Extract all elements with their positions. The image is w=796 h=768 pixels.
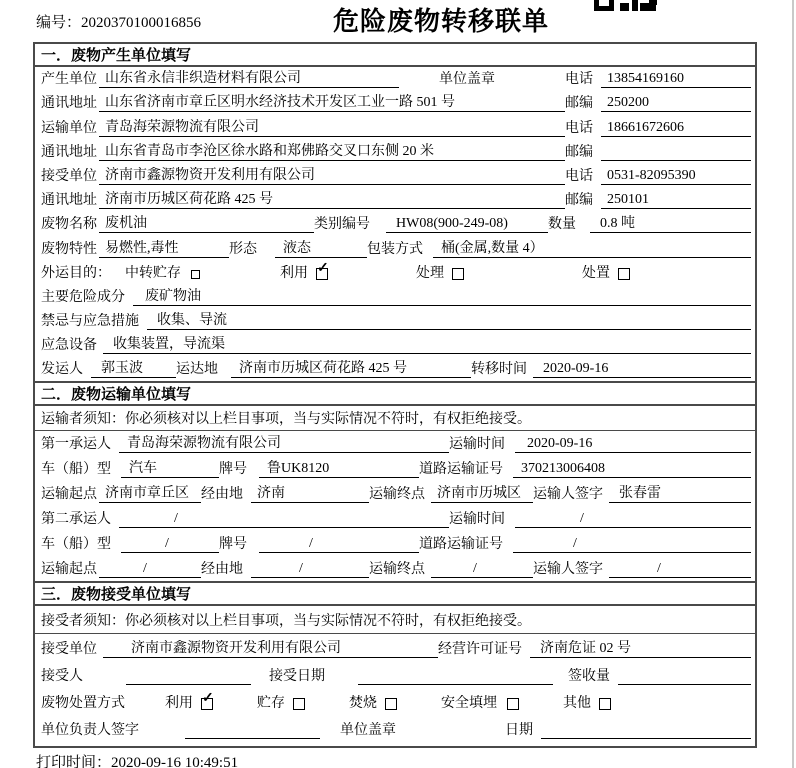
field-label: 电话 <box>565 120 593 136</box>
field-label: 第一承运人 <box>41 437 111 453</box>
section-1 <box>35 44 755 381</box>
value-waste-name: 废机油 <box>99 215 314 233</box>
value-vehicle-type-1: 汽车 <box>121 460 219 478</box>
form-row <box>35 531 755 556</box>
field-label: 日期 <box>505 723 533 739</box>
value-receiver-zip: 250101 <box>601 191 751 209</box>
field-label: 牌号 <box>219 537 247 553</box>
field-label: 运输时间 <box>449 437 505 453</box>
form-row <box>35 188 755 212</box>
field-label: 道路运输证号 <box>419 462 503 478</box>
value-vehicle-type-2: / <box>121 535 219 553</box>
field-label: 邮编 <box>565 144 593 160</box>
serial-value: 2020370100016856 <box>81 15 202 31</box>
field-label: 运输终点 <box>369 487 425 503</box>
form-row <box>35 140 755 164</box>
value-transporter-unit: 青岛海荣源物流有限公司 <box>99 119 565 137</box>
value-endpoint-1: 济南市历城区 <box>431 485 533 503</box>
value-waste-quantity: 0.8 吨 <box>590 215 751 233</box>
label-unit-seal-3: 单位盖章 <box>340 723 396 739</box>
value-packing-method: 桶(金属,数量 4） <box>433 240 751 258</box>
value-second-carrier: / <box>119 510 449 528</box>
form-row <box>35 357 755 381</box>
value-waste-form: 液态 <box>275 240 367 258</box>
field-label: 运输终点 <box>369 562 425 578</box>
section-note: 运输者须知：你必须核对以上栏目事项，当与实际情况不符时，有权拒绝接受。 <box>35 406 755 431</box>
print-time-label: 打印时间： <box>36 755 112 768</box>
value-transporter-sign-2: / <box>609 560 751 578</box>
field-label: 运输起点 <box>41 562 97 578</box>
qr-block <box>620 3 629 11</box>
section-title: 一．废物产生单位填写 <box>35 44 755 67</box>
value-plate-number-1: 鲁UK8120 <box>259 460 419 478</box>
field-label: 包装方式 <box>367 241 423 257</box>
check-mark: ✓ <box>202 691 214 707</box>
section-title: 三．废物接受单位填写 <box>35 583 755 606</box>
field-label: 经营许可证号 <box>438 642 522 658</box>
value-main-hazard: 废矿物油 <box>133 288 751 306</box>
field-label: 运输人签字 <box>533 562 603 578</box>
value-transporter-address: 山东省青岛市李沧区徐水路和郑佛路交叉口东侧 20 米 <box>99 143 565 161</box>
field-label: 接受日期 <box>269 669 325 685</box>
value-via-1: 济南 <box>251 485 369 503</box>
field-label: 道路运输证号 <box>419 537 503 553</box>
value-producer-zip: 250200 <box>601 94 751 112</box>
field-label: 焚烧 <box>349 696 377 712</box>
value-transport-date-2: / <box>515 510 751 528</box>
checkbox-dispose-utilize <box>201 691 214 710</box>
field-label: 利用 <box>165 696 193 712</box>
value-consignor: 郭玉波 <box>91 360 176 378</box>
field-label: 安全填埋 <box>441 696 497 712</box>
qr-block <box>632 0 638 11</box>
form-row <box>35 115 755 139</box>
form-row <box>35 261 755 285</box>
field-label: 接受单位 <box>41 642 97 658</box>
field-label: 接受单位 <box>41 168 97 184</box>
value-origin-2: / <box>99 560 201 578</box>
form-row <box>35 91 755 115</box>
field-label: 废物特性 <box>41 241 97 257</box>
field-label: 处置 <box>582 265 610 281</box>
form-row <box>35 67 755 91</box>
field-label: 第二承运人 <box>41 512 111 528</box>
field-label: 运输时间 <box>449 512 505 528</box>
value-endpoint-2: / <box>431 560 533 578</box>
field-label: 处理 <box>416 265 444 281</box>
field-label: 废物处置方式 <box>41 696 125 712</box>
form-row <box>35 715 755 742</box>
form-row <box>35 309 755 333</box>
manifest-table <box>33 42 757 748</box>
form-row <box>35 481 755 506</box>
field-label: 运达地 <box>176 362 218 378</box>
field-label: 通讯地址 <box>41 193 97 209</box>
form-row <box>35 236 755 260</box>
value-receive-date <box>358 684 553 685</box>
checkbox-transfer-storage <box>191 270 200 279</box>
value-license-number: 济南危证 02 号 <box>530 640 751 658</box>
value-responsible-sign <box>185 738 320 739</box>
value-via-2: / <box>251 560 369 578</box>
value-emergency-equipment: 收集装置，导流渠 <box>103 336 751 354</box>
form-row <box>35 333 755 357</box>
value-receiver-address: 济南市历城区荷花路 425 号 <box>99 191 565 209</box>
field-label: 中转贮存 <box>125 265 181 281</box>
form-row <box>35 285 755 309</box>
value-transport-date-1: 2020-09-16 <box>515 435 751 453</box>
form-row <box>35 661 755 688</box>
checkbox-utilize <box>316 260 329 280</box>
page-title: 危险废物转移联单 <box>333 7 550 36</box>
checkbox-dispose-other <box>599 698 611 710</box>
field-label: 电话 <box>565 168 593 184</box>
field-label: 形态 <box>229 241 257 257</box>
qr-block <box>599 0 609 6</box>
label-outbound-purpose: 外运目的： <box>41 265 111 281</box>
field-label: 单位负责人签字 <box>41 723 139 739</box>
value-plate-number-2: / <box>259 535 419 553</box>
checkbox-dispose-landfill <box>507 698 519 710</box>
value-transporter-sign-1: 张春雷 <box>609 485 751 503</box>
checkbox-dispose-storage <box>293 698 305 710</box>
field-label: 应急设备 <box>41 338 97 354</box>
form-row <box>35 556 755 581</box>
value-destination: 济南市历城区荷花路 425 号 <box>231 360 471 378</box>
value-received-amount <box>618 684 751 685</box>
value-transporter-zip <box>601 160 751 161</box>
field-label: 类别编号 <box>314 217 370 233</box>
value-producer-address: 山东省济南市章丘区明水经济技术开发区工业一路 501 号 <box>99 94 565 112</box>
value-transporter-phone: 18661672606 <box>601 119 751 137</box>
value-transfer-date: 2020-09-16 <box>533 360 751 378</box>
value-receiver-unit: 济南市鑫源物资开发利用有限公司 <box>99 167 565 185</box>
field-label: 禁忌与应急措施 <box>41 314 139 330</box>
field-label: 运输人签字 <box>533 487 603 503</box>
field-label: 车（船）型 <box>41 537 111 553</box>
value-road-permit-2: / <box>513 535 751 553</box>
field-label: 利用 <box>280 265 308 281</box>
checkbox-treatment <box>452 268 464 280</box>
section-2 <box>35 381 755 581</box>
value-road-permit-1: 370213006408 <box>513 460 751 478</box>
field-label: 牌号 <box>219 462 247 478</box>
field-label: 废物名称 <box>41 217 97 233</box>
form-row <box>35 164 755 188</box>
value-waste-property: 易燃性,毒性 <box>99 240 229 258</box>
field-label: 经由地 <box>201 562 243 578</box>
scan-edge-line <box>792 0 794 768</box>
field-label: 接受人 <box>41 669 83 685</box>
field-label: 主要危险成分 <box>41 289 125 305</box>
field-label: 发运人 <box>41 362 83 378</box>
section-3 <box>35 581 755 742</box>
field-label: 通讯地址 <box>41 96 97 112</box>
form-row <box>35 212 755 236</box>
field-label: 邮编 <box>565 193 593 209</box>
form-row <box>35 431 755 456</box>
field-label: 运输起点 <box>41 487 97 503</box>
form-row <box>35 506 755 531</box>
value-receiver-person <box>126 684 251 685</box>
checkbox-disposal <box>618 268 630 280</box>
field-label: 运输单位 <box>41 120 97 136</box>
serial-number <box>36 11 201 32</box>
print-time <box>36 751 238 768</box>
value-producer-phone: 13854169160 <box>601 70 751 88</box>
field-label: 电话 <box>565 72 593 88</box>
form-row <box>35 688 755 715</box>
qr-block <box>649 0 657 5</box>
field-label: 邮编 <box>565 96 593 112</box>
field-label: 数量 <box>548 217 576 233</box>
field-label: 其他 <box>563 696 591 712</box>
qr-code-fragment <box>594 0 658 12</box>
value-receive-unit: 济南市鑫源物资开发利用有限公司 <box>103 640 438 658</box>
print-time-value: 2020-09-16 10:49:51 <box>111 755 239 768</box>
value-origin-1: 济南市章丘区 <box>99 485 201 503</box>
value-first-carrier: 青岛海荣源物流有限公司 <box>119 435 449 453</box>
value-emergency-measures: 收集、导流 <box>147 312 751 330</box>
field-label: 经由地 <box>201 487 243 503</box>
value-seal-date <box>541 738 751 739</box>
form-row <box>35 456 755 481</box>
checkbox-dispose-incinerate <box>385 698 397 710</box>
field-label: 车（船）型 <box>41 462 111 478</box>
section-note: 接受者须知：你必须核对以上栏目事项，当与实际情况不符时，有权拒绝接受。 <box>35 606 755 634</box>
section-title: 二．废物运输单位填写 <box>35 383 755 406</box>
value-producer-unit: 山东省永信非织造材料有限公司 <box>99 70 399 88</box>
value-receiver-phone: 0531-82095390 <box>601 167 751 185</box>
field-label: 签收量 <box>568 669 610 685</box>
field-label: 转移时间 <box>471 362 527 378</box>
label-unit-seal: 单位盖章 <box>439 72 495 88</box>
value-waste-code: HW08(900-249-08) <box>386 215 548 233</box>
check-mark: ✓ <box>317 260 329 276</box>
form-row <box>35 634 755 661</box>
field-label: 产生单位 <box>41 72 97 88</box>
field-label: 贮存 <box>257 696 285 712</box>
serial-label: 编号： <box>36 15 82 31</box>
field-label: 通讯地址 <box>41 144 97 160</box>
